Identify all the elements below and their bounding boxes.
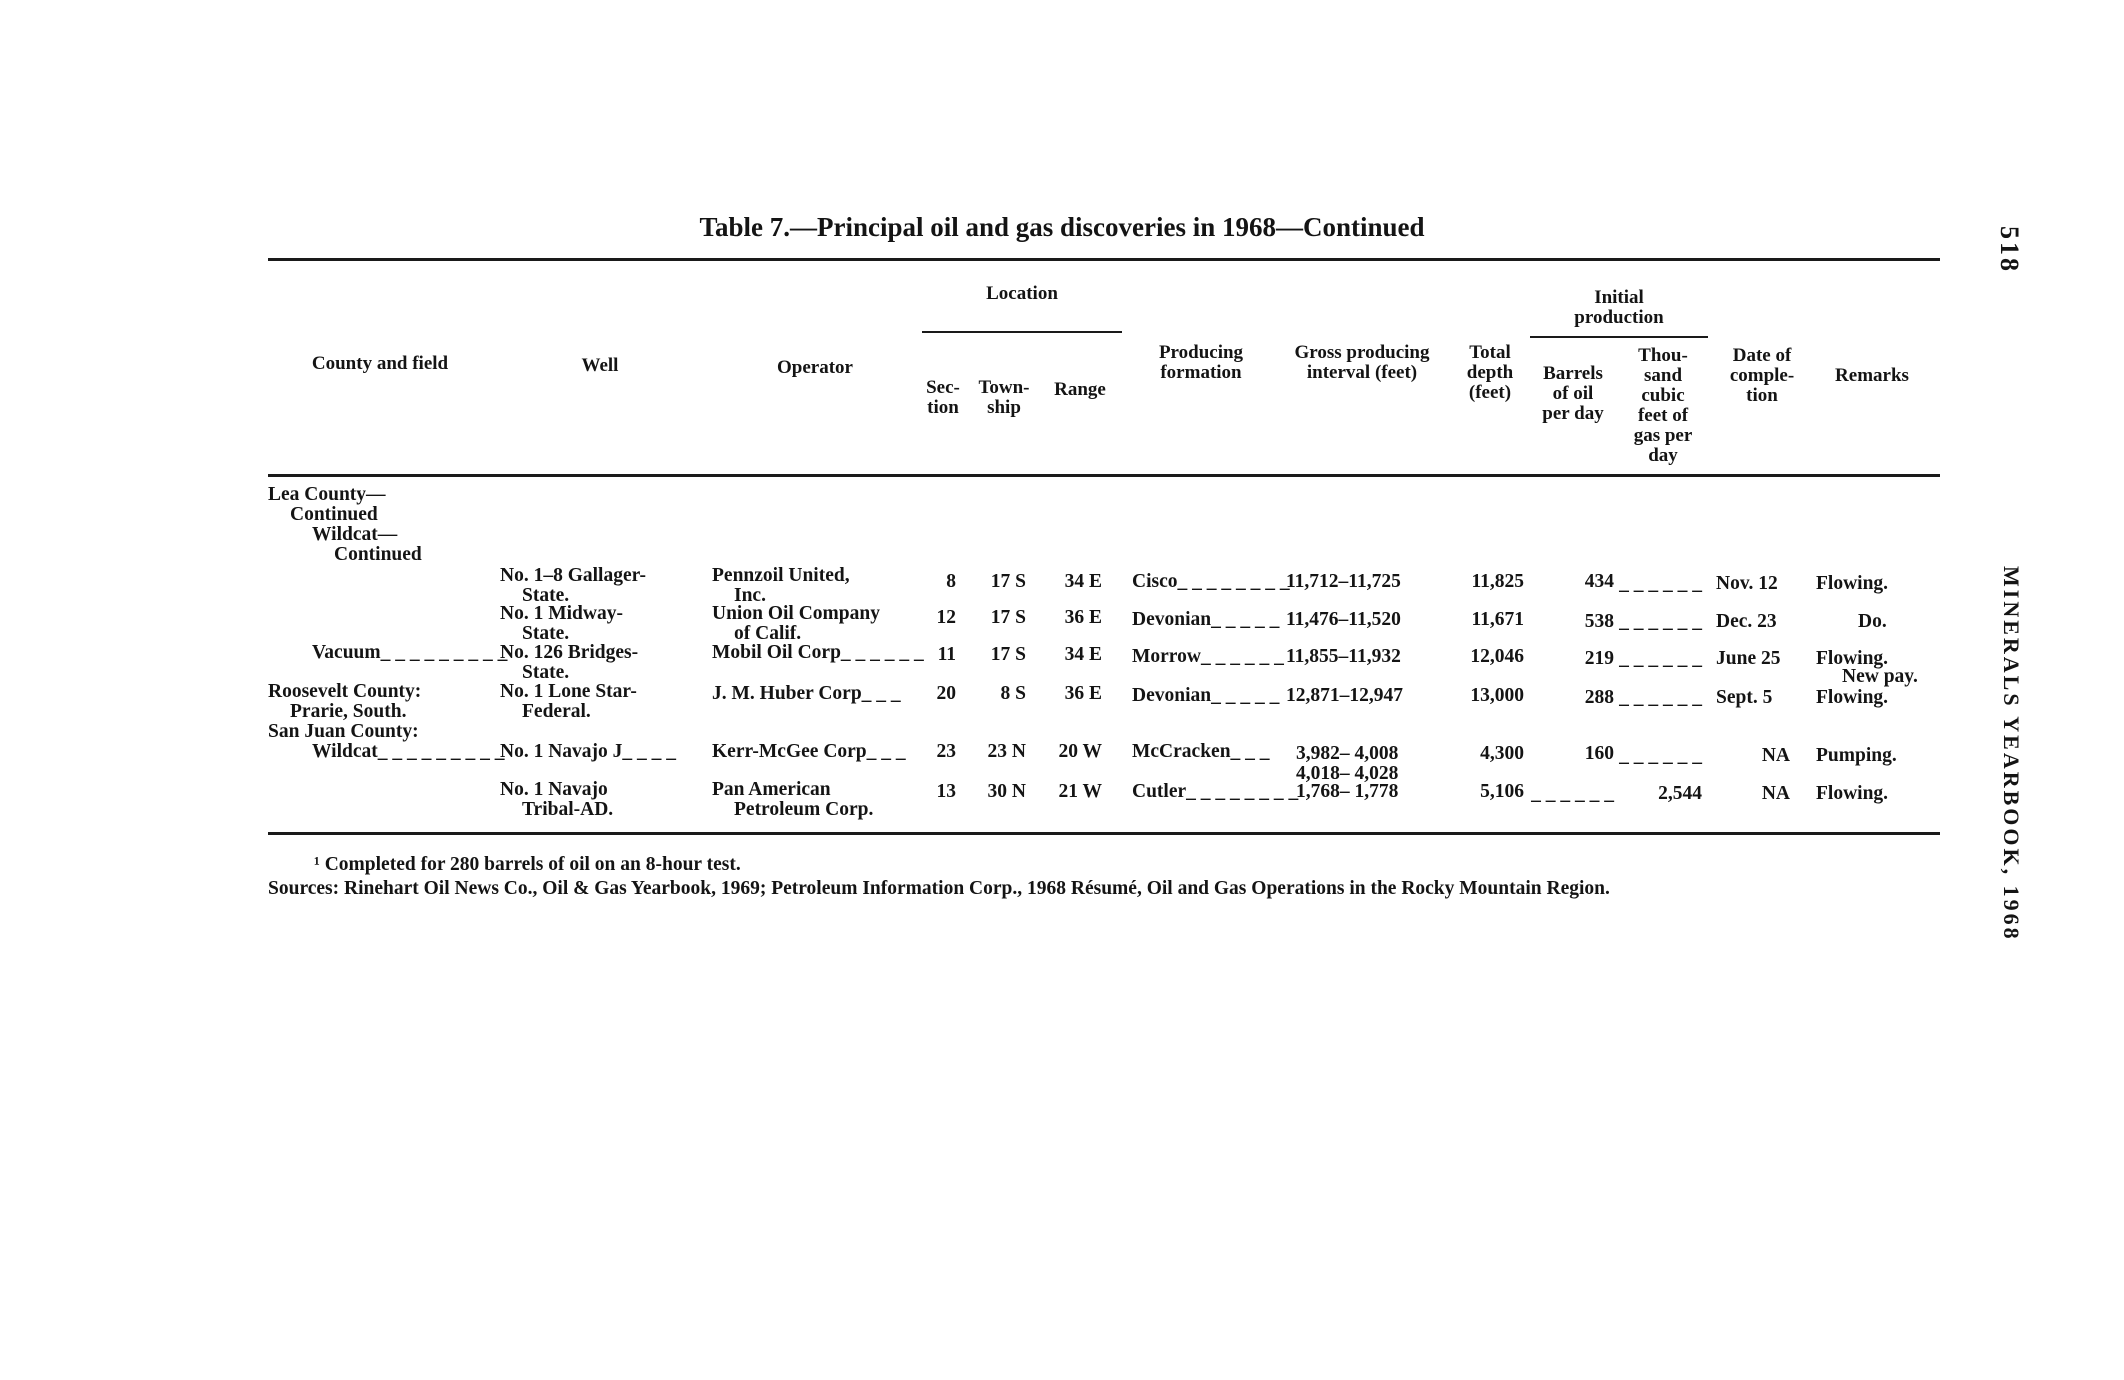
- remarks-cell: Flowing.: [1816, 573, 1889, 594]
- county-lea: Lea County—: [268, 484, 386, 505]
- date-cell: Sept. 5: [1716, 687, 1773, 708]
- formation-cell: Cisco_ _ _ _ _ _ _ _: [1132, 571, 1290, 592]
- township-cell: 23 N: [987, 741, 1026, 762]
- well-cell: No. 1–8 Gallager- State.: [500, 565, 647, 606]
- well-cell: No. 1 Midway- State.: [500, 603, 623, 644]
- table-bottom-rule: [268, 832, 1940, 835]
- header-operator: Operator: [777, 357, 853, 378]
- sources-note: Sources: Rinehart Oil News Co., Oil & Gas Yearbook, 1969; Petroleum Information Corp., 1968 Résumé, Oil and Gas Operations in the Rocky Mountain Region.: [268, 878, 1610, 899]
- section-cell: 20: [936, 683, 956, 704]
- header-county-and-field: County and field: [311, 353, 449, 374]
- field-vacuum: Vacuum_ _ _ _ _ _ _ _ _: [312, 642, 508, 663]
- depth-cell: 4,300: [1480, 743, 1524, 764]
- county-lea-continued: Continued: [290, 504, 378, 525]
- township-cell: 17 S: [990, 644, 1026, 665]
- remarks-cell: Flowing.: [1816, 783, 1889, 804]
- oil-cell: 219: [1584, 648, 1614, 669]
- depth-cell: 11,825: [1471, 571, 1524, 592]
- header-barrels-of-oil: Barrels of oil per day: [1542, 363, 1604, 424]
- header-location: Location: [986, 283, 1058, 304]
- header-bottom-rule: [268, 474, 1940, 477]
- top-rule: [268, 258, 1940, 261]
- well-cell: No. 126 Bridges- State.: [500, 642, 639, 683]
- formation-cell: Morrow_ _ _ _ _ _: [1132, 646, 1284, 667]
- depth-cell: 13,000: [1470, 685, 1524, 706]
- remarks-cell: Pumping.: [1816, 745, 1897, 766]
- header-well: Well: [581, 355, 619, 376]
- gas-cell: _ _ _ _ _ _: [1619, 611, 1702, 632]
- well-cell: No. 1 Navajo Tribal-AD.: [500, 779, 614, 820]
- range-cell: 34 E: [1064, 571, 1102, 592]
- operator-cell: Pan American Petroleum Corp.: [712, 779, 874, 820]
- section-cell: 8: [946, 571, 956, 592]
- interval-cell: 11,712–11,725: [1286, 571, 1401, 592]
- header-section: Sec- tion: [926, 377, 960, 418]
- section-cell: 12: [936, 607, 956, 628]
- oil-cell: 160: [1584, 743, 1614, 764]
- header-range: Range: [1054, 379, 1106, 400]
- well-cell: No. 1 Lone Star- Federal.: [500, 681, 637, 722]
- header-remarks: Remarks: [1835, 365, 1909, 386]
- section-cell: 13: [936, 781, 956, 802]
- interval-cell: 11,476–11,520: [1286, 609, 1401, 630]
- range-cell: 34 E: [1064, 644, 1102, 665]
- gas-cell: _ _ _ _ _ _: [1619, 573, 1702, 594]
- gas-cell: _ _ _ _ _ _: [1619, 745, 1702, 766]
- county-roosevelt: Roosevelt County:: [268, 681, 422, 702]
- range-cell: 21 W: [1058, 781, 1102, 802]
- date-cell: NA: [1761, 745, 1790, 766]
- running-head: MINERALS YEARBOOK, 1968: [1999, 566, 2024, 942]
- operator-cell: Kerr-McGee Corp_ _ _: [712, 741, 906, 762]
- field-wildcat-continued: Continued: [334, 544, 422, 565]
- operator-cell: J. M. Huber Corp_ _ _: [712, 683, 901, 704]
- depth-cell: 11,671: [1471, 609, 1524, 630]
- township-cell: 8 S: [1000, 683, 1026, 704]
- location-rule: [922, 331, 1122, 333]
- township-cell: 30 N: [987, 781, 1026, 802]
- field-san-juan-wildcat: Wildcat_ _ _ _ _ _ _ _ _: [312, 741, 505, 762]
- range-cell: 36 E: [1064, 607, 1102, 628]
- remarks-cell: Flowing. New pay.: [1816, 648, 1918, 687]
- interval-cell: 1,768– 1,778: [1296, 781, 1399, 802]
- date-cell: Nov. 12: [1716, 573, 1778, 594]
- date-cell: June 25: [1716, 648, 1781, 669]
- initial-production-rule: [1530, 336, 1708, 338]
- county-san-juan: San Juan County:: [268, 721, 419, 742]
- interval-cell: 11,855–11,932: [1286, 646, 1401, 667]
- page-number: 518: [1995, 226, 2024, 274]
- operator-cell: Union Oil Company of Calif.: [712, 603, 880, 644]
- footnote: ¹ Completed for 280 barrels of oil on an 8-hour test.: [314, 854, 741, 875]
- depth-cell: 5,106: [1480, 781, 1524, 802]
- header-total-depth: Total depth (feet): [1466, 342, 1514, 403]
- oil-cell: 288: [1584, 687, 1614, 708]
- oil-cell: 538: [1584, 611, 1614, 632]
- header-date-of-completion: Date of comple- tion: [1729, 345, 1795, 406]
- operator-cell: Pennzoil United, Inc.: [712, 565, 850, 606]
- gas-cell: _ _ _ _ _ _: [1619, 687, 1702, 708]
- gas-cell: 2,544: [1658, 783, 1702, 804]
- oil-cell: _ _ _ _ _ _: [1531, 783, 1614, 804]
- range-cell: 20 W: [1058, 741, 1102, 762]
- header-township: Town- ship: [978, 377, 1030, 418]
- depth-cell: 12,046: [1470, 646, 1524, 667]
- field-wildcat: Wildcat—: [312, 524, 398, 545]
- formation-cell: Cutler_ _ _ _ _ _ _ _: [1132, 781, 1299, 802]
- interval-cell: 3,982– 4,008 4,018– 4,028: [1296, 743, 1399, 784]
- interval-cell: 12,871–12,947: [1286, 685, 1403, 706]
- range-cell: 36 E: [1064, 683, 1102, 704]
- section-cell: 11: [937, 644, 956, 665]
- date-cell: NA: [1761, 783, 1790, 804]
- section-cell: 23: [936, 741, 956, 762]
- oil-cell: 434: [1584, 571, 1614, 592]
- field-prarie-south: Prarie, South.: [290, 701, 407, 722]
- formation-cell: Devonian_ _ _ _ _: [1132, 609, 1280, 630]
- header-thousand-cubic-feet-gas: Thou- sand cubic feet of gas per day: [1633, 345, 1693, 466]
- operator-cell: Mobil Oil Corp_ _ _ _ _ _: [712, 642, 924, 663]
- formation-cell: McCracken_ _ _: [1132, 741, 1270, 762]
- formation-cell: Devonian_ _ _ _ _: [1132, 685, 1280, 706]
- date-cell: Dec. 23: [1716, 611, 1777, 632]
- well-cell: No. 1 Navajo J_ _ _ _: [500, 741, 677, 762]
- header-producing-formation: Producing formation: [1158, 342, 1244, 383]
- township-cell: 17 S: [990, 571, 1026, 592]
- gas-cell: _ _ _ _ _ _: [1619, 648, 1702, 669]
- table-title: Table 7.—Principal oil and gas discoveries in 1968—Continued: [699, 212, 1425, 242]
- remarks-cell: Do.: [1858, 611, 1887, 632]
- township-cell: 17 S: [990, 607, 1026, 628]
- header-initial-production: Initial production: [1574, 287, 1664, 328]
- remarks-cell: Flowing.: [1816, 687, 1889, 708]
- header-gross-producing-interval: Gross producing interval (feet): [1294, 342, 1430, 383]
